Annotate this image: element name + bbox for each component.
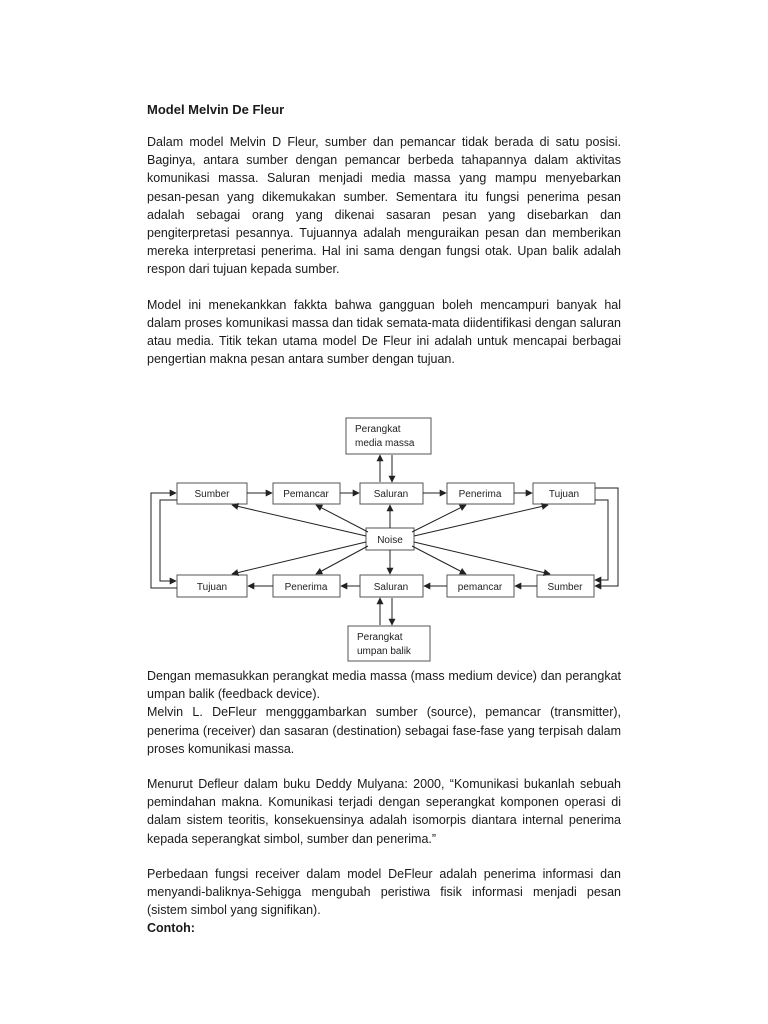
row2-saluran-label: Saluran xyxy=(373,582,409,593)
document-page-continued xyxy=(147,667,621,937)
row2-box-pemancar xyxy=(447,575,514,597)
row1-box-pemancar xyxy=(273,483,340,504)
loop-left-inner xyxy=(160,500,177,581)
defleur-model-diagram xyxy=(140,408,630,666)
row2-tujuan-label: Tujuan xyxy=(196,582,228,593)
umpan-balik-label-1: Perangkat xyxy=(357,632,403,643)
document-title: Model Melvin De Fleur xyxy=(147,102,285,117)
row1-box-sumber xyxy=(177,483,247,504)
paragraph-5: Menurut Defleur dalam buku Deddy Mulyana: 2000, “Komunikasi bukanlah sebuah pemindahan makna. Komunikasi terjadi dengan seperangkat komponen operasi di dalam sistem teoritis, konsekuensinya adalah isomorpis diantara internal penerima kepada seperangkat simbol, sumber dan penerima.” xyxy=(147,777,621,846)
umpan-balik-label-2: umpan balik xyxy=(357,646,411,657)
row2-sumber-label: Sumber xyxy=(547,582,583,593)
noise-box xyxy=(366,528,414,550)
paragraph-2: Model ini menekankkan fakkta bahwa gangguan boleh mencampuri banyak hal dalam proses komunikasi massa dan tidak semata-mata diidentifikasi dengan saluran atau media. Titik tekan utama model De Fleur ini adalah untuk mencapai berbagai pengertian makna pesan antara sumber dengan tujuan. xyxy=(147,297,621,367)
noise-arrow-pemancar-2 xyxy=(412,546,466,574)
paragraph-4: Melvin L. DeFleur mengggambarkan sumber (source), pemancar (transmitter), penerima (receiver) dan sasaran (destination) sebagai fase-fase yang terpisah dalam proses komunikasi massa. xyxy=(147,705,621,756)
noise-label: Noise xyxy=(377,535,403,546)
paragraph-6: Perbedaan fungsi receiver dalam model DeFleur adalah penerima informasi dan menyandi-baliknya-Sehigga mengubah peristiwa fisik informasi menjadi pesan (sistem simbol yang signifikan). xyxy=(147,866,621,918)
row2-box-tujuan xyxy=(177,575,247,597)
row2-box-saluran xyxy=(360,575,423,597)
row1-penerima-label: Penerima xyxy=(458,489,502,500)
row2-box-sumber xyxy=(537,575,594,597)
media-massa-device-box xyxy=(346,418,431,454)
row1-sumber-label: Sumber xyxy=(194,489,230,500)
row2-box-penerima xyxy=(273,575,340,597)
row1-box-tujuan xyxy=(533,483,595,504)
row1-pemancar-label: Pemancar xyxy=(283,489,329,500)
loop-right-outer xyxy=(595,488,618,586)
umpan-balik-device-box xyxy=(348,626,430,661)
noise-arrow-penerima-2 xyxy=(316,546,368,574)
row2-pemancar-label: pemancar xyxy=(457,582,503,593)
paragraph-1: Dalam model Melvin D Fleur, sumber dan pemancar tidak berada di satu posisi. Baginya, antara sumber dengan pemancar berbeda tahapannya dalam aktivitas komunikasi massa. Saluran menjadi media massa yang mampu menyebarkan pesan-pesan yang dikemukakan sumber. Sementara itu fungsi penerima pesan adalah sebagai orang yang dikenai sasaran pesan yang disebarkan dan pengiterpretasi pesannya. Tujuannya adalah menguraikan pesan dan memberikan mereka interpretasi penerima. Hal ini sama dengan fungsi otak. Upan balik adalah respon dari tujuan kepada sumber. xyxy=(147,135,621,277)
document-page xyxy=(147,101,621,385)
media-massa-label-2: media massa xyxy=(355,438,415,449)
contoh-heading: Contoh: xyxy=(147,921,195,936)
row2-penerima-label: Penerima xyxy=(284,582,328,593)
loop-left-outer xyxy=(151,493,177,588)
row1-box-saluran xyxy=(360,483,423,504)
loop-right-inner xyxy=(595,500,608,580)
noise-arrow-pemancar xyxy=(316,505,368,532)
row1-box-penerima xyxy=(447,483,514,504)
media-massa-label-1: Perangkat xyxy=(355,424,401,435)
paragraph-3: Dengan memasukkan perangkat media massa (mass medium device) dan perangkat umpan balik (feedback device). xyxy=(147,669,621,702)
row1-tujuan-label: Tujuan xyxy=(548,489,580,500)
row1-saluran-label: Saluran xyxy=(373,489,409,500)
noise-arrow-penerima xyxy=(412,505,466,532)
